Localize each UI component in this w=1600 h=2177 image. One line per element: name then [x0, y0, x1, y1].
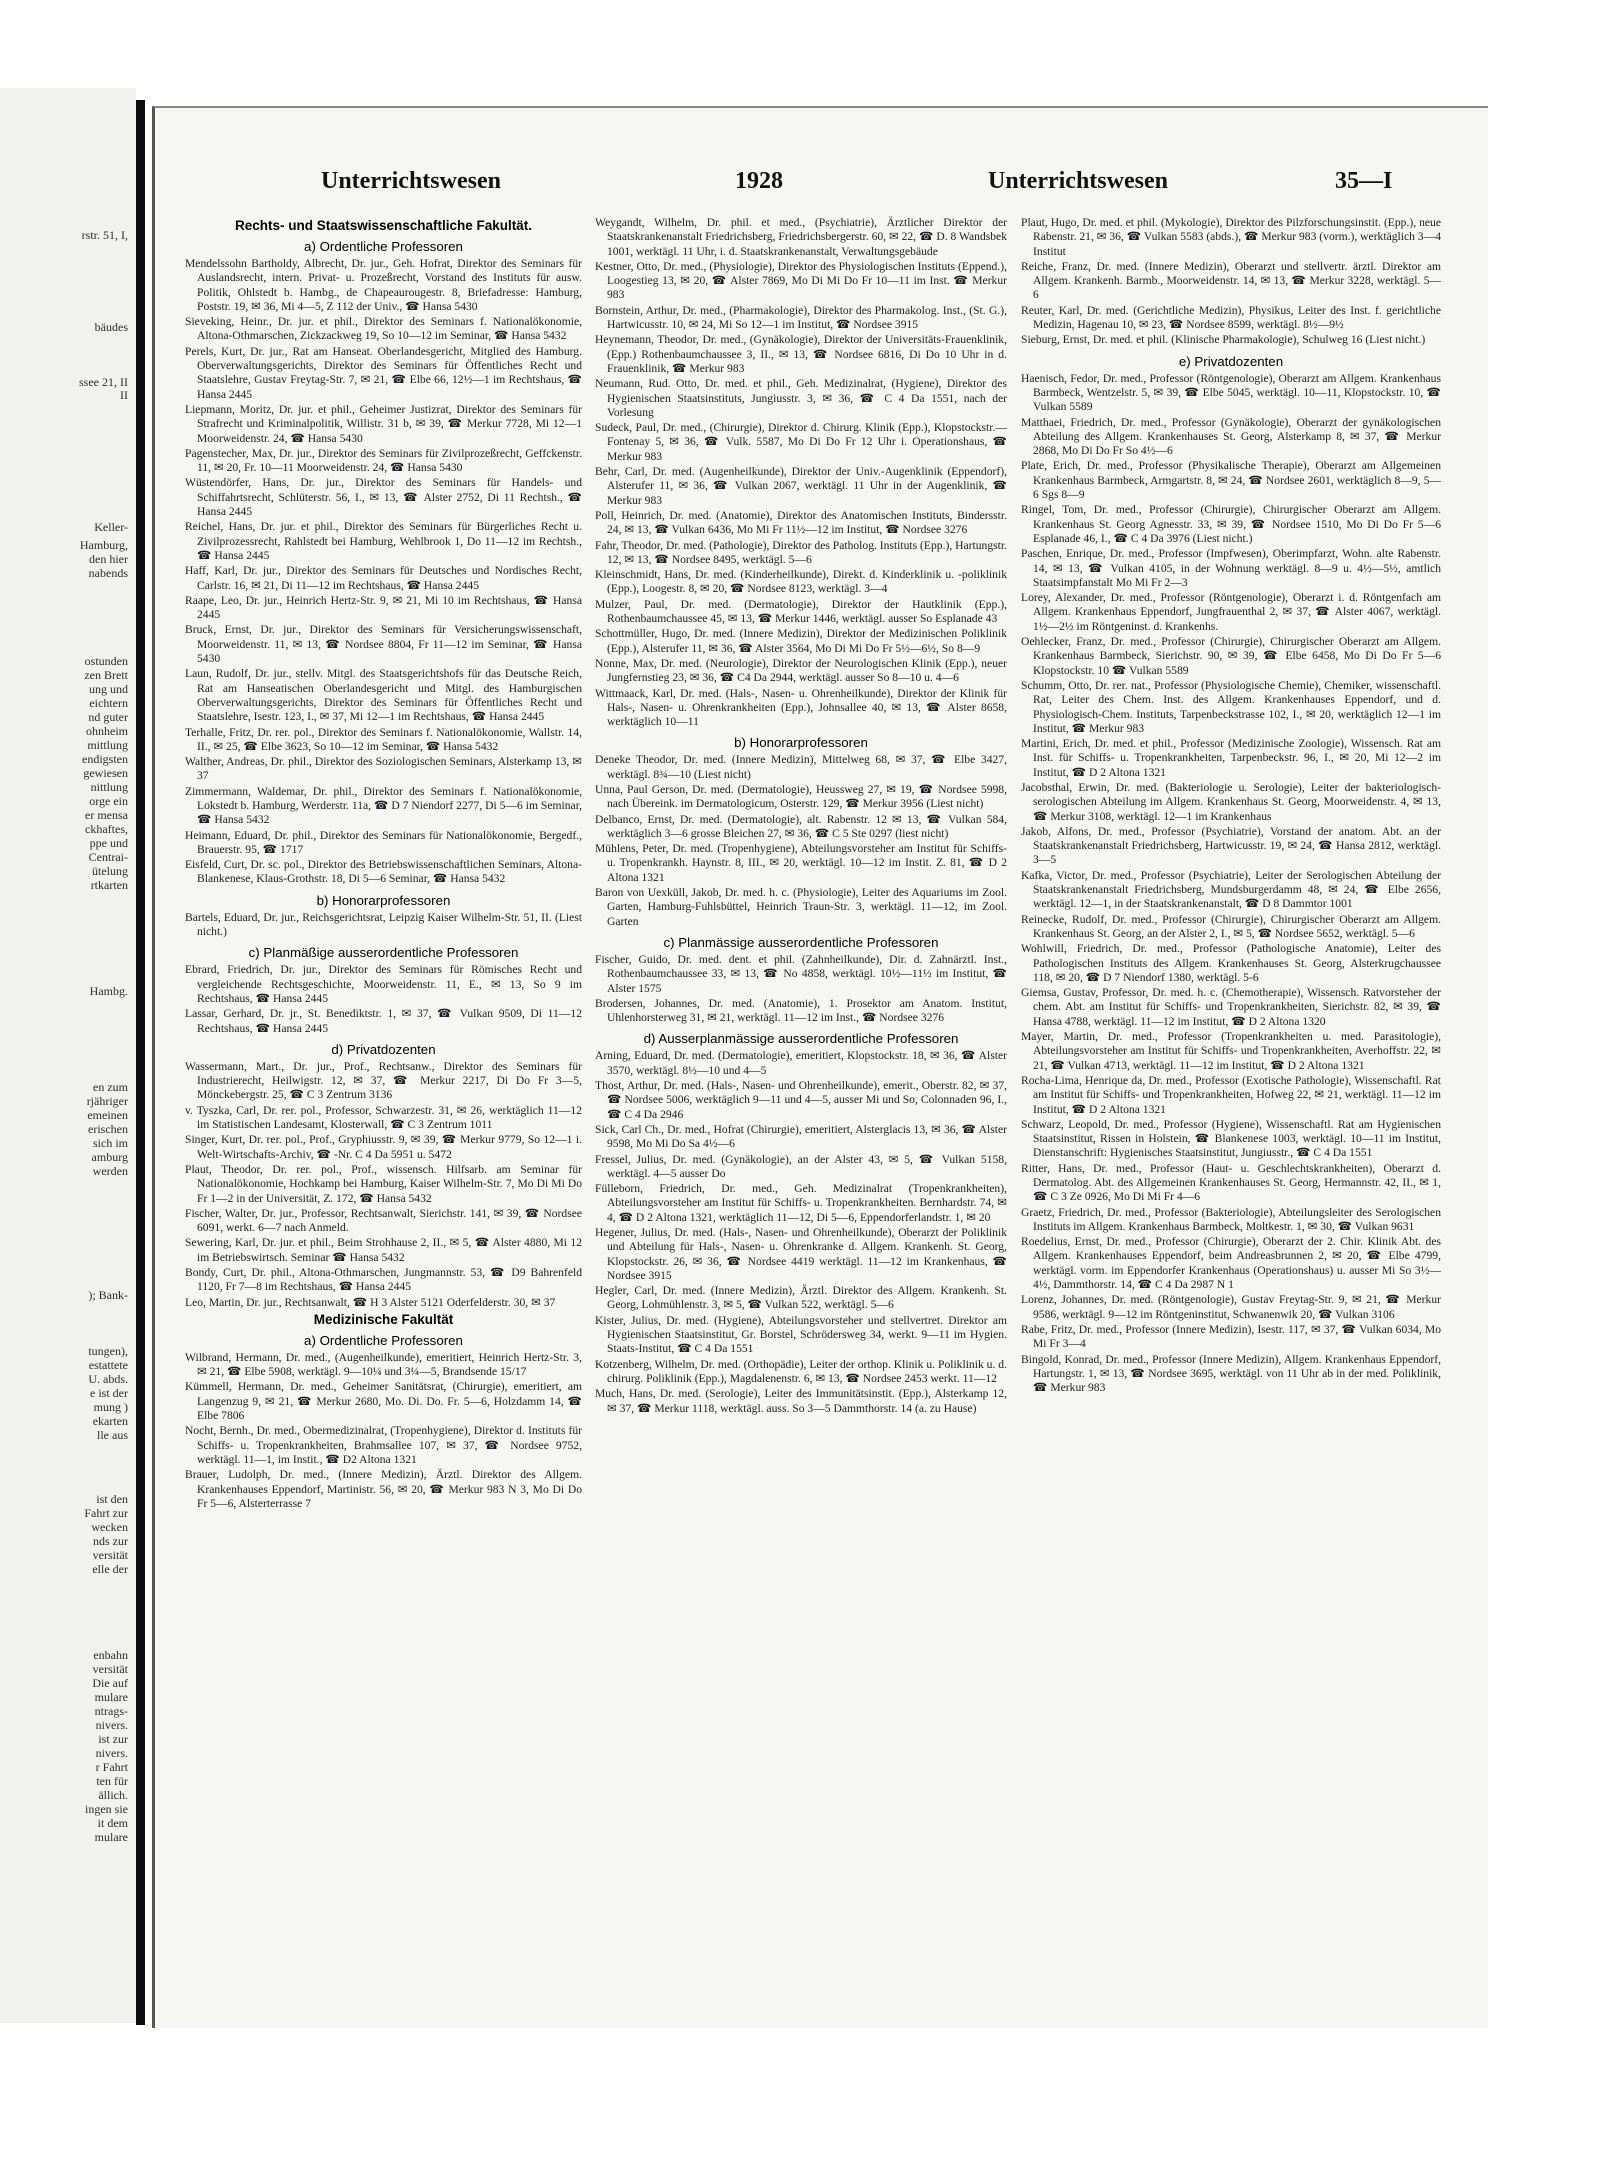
directory-entry: Sick, Carl Ch., Dr. med., Hofrat (Chirurgie), emeritiert, Alsterglacis 13, ✉ 36, ☎ Alster 9598, Mo Mi Do Sa 4½—6 — [595, 1122, 1007, 1151]
header-left-title: Unterrichtswesen — [321, 168, 501, 194]
directory-entry: Lorey, Alexander, Dr. med., Professor (Röntgenologie), Oberarzt i. d. Röntgenfach am Allgem. Krankenhaus Eppendorf, Jungfrauenthal 2, ✉ 37, ☎ Alster 4067, werktägl. 1½—2½ im Röntgeninst. d. Krankenhs. — [1021, 591, 1441, 633]
previous-page-fragment: enbahn — [93, 1648, 128, 1662]
header-year: 1928 — [735, 168, 783, 194]
previous-page-fragment: orge ein — [89, 794, 128, 808]
directory-entry: Hegener, Julius, Dr. med. (Hals-, Nasen- und Ohrenheilkunde), Oberarzt der Poliklinik und Abteilung für Hals-, Nasen- u. Ohrenkranke d. Allgem. Krankenh. St. Georg, Klopstockstr. 26, ✉ 36, ☎ Nordsee 4419 werktägl. 11—12 im Krankenhaus, ☎ Nordsee 3915 — [595, 1226, 1007, 1282]
page-header — [155, 168, 1488, 204]
column-1 — [185, 216, 582, 2001]
directory-entry: Unna, Paul Gerson, Dr. med. (Dermatologie), Heussweg 27, ✉ 19, ☎ Nordsee 5998, nach Übereink. im Dermatologicum, Osterstr. 129, ☎ Merkur 3956 (Liest nicht) — [595, 782, 1007, 811]
previous-page-fragment: nittlung — [90, 780, 128, 794]
previous-page-fragment: rjähriger — [86, 1094, 128, 1108]
directory-entry: Kestner, Otto, Dr. med., (Physiologie), Direktor des Physiologischen Instituts (Eppend.), Loogestieg 13, ✉ 20, ☎ Alster 7869, Mo Di Mi Do Fr 10—11 im Inst. ☎ Merkur 983 — [595, 259, 1007, 302]
directory-entry: Sieveking, Heinr., Dr. jur. et phil., Direktor des Seminars f. Nationalökonomie, Altona-Othmarschen, Zickzackweg 19, So 10—12 im Seminar, ☎ Hansa 5432 — [185, 315, 582, 343]
faculty-heading: Rechts- und Staatswissenschaftliche Fakultät. — [234, 218, 533, 233]
directory-entry: Mulzer, Paul, Dr. med. (Dermatologie), Direktor der Hautklinik (Epp.), Rothenbaumchaussee 45, ✉ 13, ☎ Merkur 1446, werktägl. ausser So Esplanade 43 — [595, 597, 1007, 626]
directory-entry: Hegler, Carl, Dr. med. (Innere Medizin), Ärztl. Direktor des Allgem. Krankenh. St. Georg, Lohmühlenstr. 3, ✉ 5, ☎ Vulkan 522, werktägl. 5—6 — [595, 1284, 1007, 1312]
directory-entry: Laun, Rudolf, Dr. jur., stellv. Mitgl. des Staatsgerichtshofs für das Deutsche Reich, Rat am Hanseatischen Oberlandesgericht und Mitgl. des Hamburgischen Oberverwaltungsgerichts, Direktor des Seminars für Öffentliches Recht und Staatslehre, Isestr. 123, I., ✉ 37, Mi 12—1 im Rechtshaus, ☎ Hansa 2445 — [185, 667, 582, 724]
previous-page-fragment: nivers. — [95, 1746, 128, 1760]
page-binding-edge — [136, 100, 145, 2025]
directory-entry: Terhalle, Fritz, Dr. rer. pol., Direktor des Seminars f. Nationalökonomie, Wallstr. 14, II., ✉ 25, ☎ Elbe 3623, So 10—12 im Seminar, ☎ Hansa 5432 — [185, 725, 582, 753]
directory-entry: Jacobsthal, Erwin, Dr. med. (Bakteriologie u. Serologie), Leiter der bakteriologisch-serologischen Abteilung im Allgem. Krankenhaus St. Georg, Moorweidenstr. 4, ✉ 13, ☎ Merkur 3108, werktägl. 12—1 im Krankenhaus — [1021, 780, 1441, 823]
previous-page-fragment: zen Brett — [84, 668, 128, 682]
directory-entry: Kleinschmidt, Hans, Dr. med. (Kinderheilkunde), Direkt. d. Kinderklinik u. -poliklinik (Epp.), Loogestr. 8, ✉ 20, ☎ Nordsee 8123, werktägl. 3—4 — [595, 568, 1007, 596]
directory-entry: Pagenstecher, Max, Dr. jur., Direktor des Seminars für Zivilprozeßrecht, Geffckenstr. 11, ✉ 20, Fr. 10—11 Moorweidenstr. 24, ☎ Hansa 5430 — [185, 446, 582, 475]
previous-page-fragment: ten für — [96, 1774, 128, 1788]
section-heading: e) Privatdozenten — [1178, 353, 1284, 369]
previous-page-fragment: bäudes — [94, 320, 128, 334]
directory-entry: Haff, Karl, Dr. jur., Direktor des Seminars für Deutsches und Nordisches Recht, Carlstr. 16, ✉ 21, Di 11—12 im Rechtshaus, ☎ Hansa 2445 — [185, 564, 582, 592]
previous-page-fragment: II — [120, 388, 128, 402]
previous-page-fragment: endigsten — [82, 752, 128, 766]
previous-page-fragment: Die auf — [92, 1676, 128, 1690]
directory-entry: Rocha-Lima, Henrique da, Dr. med., Professor (Exotische Pathologie), Wissenschaftl. Rat am Institut für Schiffs- und Tropenkrankheiten, Hofweg 22, ✉ 21, werktägl. 11—12 im Institut, ☎ D 2 Altona 1321 — [1021, 1073, 1441, 1116]
directory-entry: Wilbrand, Hermann, Dr. med., (Augenheilkunde), emeritiert, Heinrich Hertz-Str. 3, ✉ 21, ☎ Elbe 5908, werktägl. 9—10¼ und 3¼—5, Brandsende 15/17 — [185, 1350, 582, 1379]
directory-entry: Reiche, Franz, Dr. med. (Innere Medizin), Oberarzt und stellvertr. ärztl. Direktor am Allgem. Krankenh. Barmb., Moorweidenstr. 14, ✉ 13, ☎ Merkur 3228, werktägl. 5—6 — [1021, 259, 1441, 302]
directory-entry: Lorenz, Johannes, Dr. med. (Röntgenologie), Gustav Freytag-Str. 9, ✉ 21, ☎ Merkur 9586, werktägl. 9—12 im Röntgeninstitut, Schwanenwik 20, ☎ Vulkan 3106 — [1021, 1293, 1441, 1321]
previous-page-fragment: r Fahrt — [95, 1760, 128, 1774]
directory-entry: Bondy, Curt, Dr. phil., Altona-Othmarschen, Jungmannstr. 53, ☎ D9 Bahrenfeld 1120, Fr 7—8 im Rechtshaus, ☎ Hansa 2445 — [185, 1266, 582, 1294]
previous-page-fragment: ohnheim — [86, 724, 128, 738]
directory-entry: Fischer, Walter, Dr. jur., Professor, Rechtsanwalt, Sierichstr. 141, ✉ 39, ☎ Nordsee 6091, werkt. 6—7 nach Anmeld. — [185, 1206, 582, 1235]
directory-entry: Deneke Theodor, Dr. med. (Innere Medizin), Mittelweg 68, ✉ 37, ☎ Elbe 3427, werktägl. 8¾—10 (Liest nicht) — [595, 753, 1007, 781]
directory-entry: Raape, Leo, Dr. jur., Heinrich Hertz-Str. 9, ✉ 21, Mi 10 im Rechtshaus, ☎ Hansa 2445 — [185, 593, 582, 622]
previous-page-fragment: mulare — [94, 1690, 128, 1704]
directory-page — [152, 106, 1488, 2028]
previous-page-fragment: gewiesen — [83, 766, 128, 780]
directory-entry: Giemsa, Gustav, Professor, Dr. med. h. c. (Chemotherapie), Wissensch. Ratvorsteher der chem. Abt. am Institut für Schiffs- und Tropenkrankheiten, Sierichstr. 82, ✉ 39, ☎ Hansa 4788, werktägl. 11—12 im Institut, ☎ D 2 Altona 1320 — [1021, 986, 1441, 1028]
previous-page-fragment: wecken — [91, 1520, 128, 1534]
previous-page-fragment: emeinen — [87, 1108, 128, 1122]
directory-entry: Ebrard, Friedrich, Dr. jur., Direktor des Seminars für Römisches Recht und vergleichende Rechtsgeschichte, Moorweidenstr. 11, E., ✉ 13, So 9 im Rechtshaus, ☎ Hansa 2445 — [185, 963, 582, 1005]
directory-entry: Sieburg, Ernst, Dr. med. et phil. (Klinische Pharmakologie), Schulweg 16 (Liest nicht.) — [1021, 333, 1426, 347]
directory-entry: Mayer, Martin, Dr. med., Professor (Tropenkrankheiten u. med. Parasitologie), Abteilungsvorsteher am Institut für Schiffs- und Tropenkrankheiten, Averhoffstr. 22, ✉ 21, ☎ Vulkan 4713, werktägl. 11—12 im Institut, ☎ D 2 Altona 1321 — [1021, 1030, 1441, 1072]
previous-page-fragment: amburg — [91, 1150, 128, 1164]
directory-entry: Matthaei, Friedrich, Dr. med., Professor (Gynäkologie), Oberarzt der gynäkologischen Abteilung des Allgem. Krankenhauses St. Georg, Alsterkamp 8, ✉ 37, ☎ Merkur 2868, Mo Di Do Fr So 4½—6 — [1021, 415, 1441, 458]
previous-page-fragment: mung ) — [93, 1400, 128, 1414]
directory-entry: Mühlens, Peter, Dr. med. (Tropenhygiene), Abteilungsvorsteher am Institut für Schiffs- u. Tropenkrankh. Haynstr. 8, III., ✉ 20, werktägl. 10—12 im Instit. Z. 81, ☎ D 2 Altona 1321 — [595, 842, 1007, 884]
directory-entry: Lassar, Gerhard, Dr. jr., St. Benediktstr. 1, ✉ 37, ☎ Vulkan 9509, Di 11—12 Rechtshaus, ☎ Hansa 2445 — [185, 1007, 582, 1035]
directory-entry: Zimmermann, Waldemar, Dr. phil., Direktor des Seminars f. Nationalökonomie, Lokstedt b. Hamburg, Werderstr. 11a, ☎ D 7 Niendorf 2277, Di 5—6 im Seminar, ☎ Hansa 5432 — [185, 784, 582, 827]
directory-entry: Ringel, Tom, Dr. med., Professor (Chirurgie), Chirurgischer Oberarzt am Allgem. Krankenhaus St. Georg Agnesstr. 33, ✉ 39, ☎ Nordsee 1510, Mo Di Do Fr 5—6 Esplanade 46, I., ☎ C 4 Da 3976 (Liest nicht.) — [1021, 503, 1441, 545]
directory-entry: Walther, Andreas, Dr. phil., Direktor des Soziologischen Seminars, Alsterkamp 13, ✉ 37 — [185, 755, 582, 783]
directory-entry: Baron von Uexküll, Jakob, Dr. med. h. c. (Physiologie), Leiter des Aquariums im Zool. Garten, Hamburg-Fuhlsbüttel, Heinrich Traun-Str. 3, werktägl. 11—12, im Zool. Garten — [595, 886, 1007, 928]
previous-page-fragment: ist den — [96, 1492, 128, 1506]
section-heading: d) Privatdozenten — [331, 1041, 436, 1057]
section-heading: c) Planmäßige ausserordentliche Professoren — [248, 945, 519, 961]
faculty-heading: Medizinische Fakultät — [313, 1311, 454, 1327]
directory-entry: Kafka, Victor, Dr. med., Professor (Psychiatrie), Leiter der Serologischen Abteilung der Staatskrankenanstalt Friedrichsberg, Mundsburgerdamm 48, ✉ 24, ☎ Elbe 2656, werktägl. 12—1, in der Staatskrankenanstalt, ☎ D 8 Dammtor 1001 — [1021, 868, 1441, 911]
directory-entry: Brauer, Ludolph, Dr. med., (Innere Medizin), Ärztl. Direktor des Allgem. Krankenhauses Eppendorf, Martinistr. 56, ✉ 20, ☎ Merkur 983 N 3, Mo Di Do Fr 5—6, Alsterterrasse 7 — [185, 1468, 582, 1510]
directory-entry: Mendelssohn Bartholdy, Albrecht, Dr. jur., Geh. Hofrat, Direktor des Seminars für Auslandsrecht, intern. Privat- u. Prozeßrecht, Vorstand des Instituts für ausw. Politik, Ohlstedt b. Hambg., de Chapeaurougestr. 8, Briefadresse: Hamburg, Poststr. 19, ✉ 36, Mi 4—5, Z 112 der Univ., ☎ Hansa 5430 — [185, 257, 582, 313]
previous-page-fragment: werden — [92, 1164, 128, 1178]
directory-entry: Plaut, Theodor, Dr. rer. pol., Prof., wissensch. Hilfsarb. am Seminar für Nationalökonomie, Hochkamp bei Hamburg, Kaiser Wilhelm-Str. 7, Mo Di Mi Do Fr 1—2 in der Universität, Z. 172, ☎ Hansa 5432 — [185, 1162, 582, 1205]
previous-page-fragment: elle der — [92, 1562, 128, 1576]
directory-entry: Sudeck, Paul, Dr. med., (Chirurgie), Direktor d. Chirurg. Klinik (Epp.), Klopstockstr.—Fontenay 5, ✉ 36, ☎ Vulk. 5587, Mo Di Do Fr 12 Uhr i. Operationshaus, ☎ Merkur 983 — [595, 421, 1007, 463]
directory-entry: Reichel, Hans, Dr. jur. et phil., Direktor des Seminars für Bürgerliches Recht u. Zivilprozessrecht, Rahlstedt bei Hamburg, Wehlbrook 1, Do 11—12 im Rechtsh., ☎ Hansa 2445 — [185, 520, 582, 562]
directory-entry: Haenisch, Fedor, Dr. med., Professor (Röntgenologie), Oberarzt am Allgem. Krankenhaus Barmbeck, Wentzelstr. 5, ✉ 39, ☎ Elbe 5045, werktägl. 10—11, Klopstockstr. 10, ☎ Vulkan 5589 — [1021, 371, 1441, 414]
directory-entry: Arning, Eduard, Dr. med. (Dermatologie), emeritiert, Klopstockstr. 18, ✉ 36, ☎ Alster 3570, werktägl. 8½—10 und 4—5 — [595, 1049, 1007, 1077]
directory-entry: Weygandt, Wilhelm, Dr. phil. et med., (Psychiatrie), Ärztlicher Direktor der Staatskrankenanstalt Friedrichsberg, Friedrichsbergerstr. 60, ✉ 22, ☎ D. 8 Wandsbek 1001, werktägl. 11 Uhr, i. d. Staatskrankenanstalt, Verwaltungsgebäude — [595, 216, 1007, 258]
directory-entry: Liepmann, Moritz, Dr. jur. et phil., Geheimer Justizrat, Direktor des Seminars für Strafrecht und Kriminalpolitik, Willistr. 31 b, ✉ 39, ☎ Merkur 7728, Mi 12—1 Moorweidenstr. 24, ☎ Hansa 5430 — [185, 402, 582, 445]
directory-entry: Fischer, Guido, Dr. med. dent. et phil. (Zahnheilkunde), Dir. d. Zahnärztl. Inst., Rothenbaumchaussee 33, ✉ 13, ☎ No 4858, werktägl. 10½—11½ im Institut, ☎ Alster 1575 — [595, 952, 1007, 995]
previous-page-fragment: ppe und — [89, 836, 128, 850]
previous-page-fragment: en zum — [93, 1080, 128, 1094]
previous-page-fragment: versität — [92, 1662, 128, 1676]
directory-entry: Bingold, Konrad, Dr. med., Professor (Innere Medizin), Allgem. Krankenhaus Eppendorf, Hartungstr. 1, ✉ 13, ☎ Nordsee 3695, werktägl. von 11 Uhr ab in der med. Poliklinik, ☎ Merkur 983 — [1021, 1352, 1441, 1395]
previous-page-fragment: ütelung — [92, 864, 128, 878]
directory-entry: Ritter, Hans, Dr. med., Professor (Haut- u. Geschlechtskrankheiten), Oberarzt d. Dermatolog. Abt. des Allgemeinen Krankenhauses St. Georg, Hermannstr. 42, II., ✉ 1, ☎ C 3 Ze 0926, Mo Di Mi Fr 4—6 — [1021, 1161, 1441, 1204]
directory-entry: Roedelius, Ernst, Dr. med., Professor (Chirurgie), Oberarzt der 2. Chir. Klinik Abt. des Allgem. Krankenhauses Eppendorf, beim Andreasbrunnen 2, ✉ 20, ☎ Elbe 4799, werktägl. vorm. im Eppendorfer Krankenhaus (Operationshaus) u. ausser Mi So 3½—4½, Dammthorstr. 14, ☎ C 4 Da 2987 N 1 — [1021, 1235, 1441, 1292]
previous-page-fragment: sich im — [93, 1136, 128, 1150]
directory-entry: Neumann, Rud. Otto, Dr. med. et phil., Geh. Medizinalrat, (Hygiene), Direktor des Hygienischen Staatsinstituts, Jungiusstr. 3, ✉ 36, ☎ C 4 Da 1551, nach der Vorlesung — [595, 377, 1007, 419]
directory-entry: Kümmell, Hermann, Dr. med., Geheimer Sanitätsrat, (Chirurgie), emeritiert, am Langenzug 9, ✉ 21, ☎ Merkur 2680, Mo. Di. Do. Fr. 5—6, Holzdamm 14, ☎ Elbe 7806 — [185, 1380, 582, 1423]
column-2 — [595, 216, 1007, 2001]
directory-entry: Leo, Martin, Dr. jur., Rechtsanwalt, ☎ H 3 Alster 5121 Oderfelderstr. 30, ✉ 37 — [185, 1295, 556, 1309]
directory-entry: Graetz, Friedrich, Dr. med., Professor (Bakteriologie), Abteilungsleiter des Serologischen Instituts im Allgem. Krankenhaus Barmbeck, Moltkestr. 1, ✉ 30, ☎ Vulkan 9631 — [1021, 1205, 1441, 1233]
directory-entry: Bartels, Eduard, Dr. jur., Reichsgerichtsrat, Leipzig Kaiser Wilhelm-Str. 51, II. (Liest nicht.) — [185, 910, 582, 939]
directory-entry: Singer, Kurt, Dr. rer. pol., Prof., Gryphiusstr. 9, ✉ 39, ☎ Merkur 9779, So 12—1 i. Welt-Wirtschafts-Archiv, ☎ -Nr. C 4 Da 5951 u. 5472 — [185, 1133, 582, 1161]
directory-entry: Wassermann, Mart., Dr. jur., Prof., Rechtsanw., Direktor des Seminars für Industrierecht, Heilwigstr. 12, ✉ 37, ☎ Merkur 2217, Di Do Fr 3—5, Mönckebergstr. 25, ☎ C 3 Zentrum 3136 — [185, 1059, 582, 1102]
previous-page-fragment: tungen), — [88, 1344, 128, 1358]
previous-page-fragment: Keller- — [94, 520, 128, 534]
previous-page-fragment: nabends — [88, 566, 128, 580]
directory-entry: Rabe, Fritz, Dr. med., Professor (Innere Medizin), Isestr. 117, ✉ 37, ☎ Vulkan 6034, Mo Mi Fr 3—4 — [1021, 1322, 1441, 1351]
previous-page-fragment: ekarten — [92, 1414, 128, 1428]
directory-entry: Bornstein, Arthur, Dr. med., (Pharmakologie), Direktor des Pharmakolog. Inst., (St. G.), Hartwicusstr. 10, ✉ 24, Mi So 12—1 im Institut, ☎ Nordsee 3915 — [595, 303, 1007, 332]
section-heading: a) Ordentliche Professoren — [304, 1332, 463, 1348]
section-heading: b) Honorarprofessoren — [734, 735, 868, 751]
previous-page-fragment: den hier — [89, 552, 128, 566]
previous-page-fragment: Hambg. — [89, 984, 128, 998]
section-heading: d) Ausserplanmässige ausserordentliche Professoren — [643, 1031, 959, 1047]
previous-page-fragment: ntrags- — [94, 1704, 128, 1718]
previous-page-fragment: ckhaftes, — [85, 822, 128, 836]
previous-page-fragment: Fahrt zur — [84, 1506, 128, 1520]
previous-page-fragment: nds zur — [93, 1534, 128, 1548]
previous-page-fragment: nd guter — [88, 710, 128, 724]
directory-entry: Paschen, Enrique, Dr. med., Professor (Impfwesen), Oberimpfarzt, Wohn. alte Rabenstr. 14, ✉ 13, ☎ Vulkan 4105, in der Wohnung werktägl. 8—9 u. 4½—5½, amtlich Staatsimpfanstalt Mo Mi Fr 2—3 — [1021, 547, 1441, 589]
section-heading: c) Planmässige ausserordentliche Professoren — [663, 934, 939, 950]
previous-page-fragment: mittlung — [87, 738, 128, 752]
previous-page-fragment: it dem — [97, 1816, 128, 1830]
previous-page-fragment: e ist der — [90, 1386, 128, 1400]
directory-entry: Poll, Heinrich, Dr. med. (Anatomie), Direktor des Anatomischen Instituts, Bindersstr. 24, ✉ 13, ☎ Vulkan 6436, Mo Mi Fr 11½—12 im Institut, ☎ Nordsee 3276 — [595, 508, 1007, 537]
column-3 — [1021, 216, 1441, 2001]
section-heading: a) Ordentliche Professoren — [304, 239, 463, 254]
directory-entry: v. Tyszka, Carl, Dr. rer. pol., Professor, Schwarzestr. 31, ✉ 26, werktäglich 11—12 im Statistischen Landesamt, Klosterwall, ☎ C 3 Zentrum 1011 — [185, 1103, 582, 1132]
directory-entry: Perels, Kurt, Dr. jur., Rat am Hanseat. Oberlandesgericht, Mitglied des Hamburg. Oberverwaltungsgerichts, Direktor des Seminars für Öffentliches Recht und Staatslehre, Gustav Freytag-Str. 7, ✉ 21, ☎ Elbe 66, 12½—1 im Rechtshaus, ☎ Hansa 2445 — [185, 344, 582, 401]
previous-page-fragment: versität — [92, 1548, 128, 1562]
page-number: 35—I — [1335, 168, 1393, 194]
previous-page-fragment: estattete — [88, 1358, 128, 1372]
previous-page-fragment: er mensa — [85, 808, 128, 822]
previous-page-fragment: ingen sie — [85, 1802, 128, 1816]
directory-entry: Plaut, Hugo, Dr. med. et phil. (Mykologie), Direktor des Pilzforschungsinstit. (Epp.), neue Rabenstr. 21, ✉ 36, ☎ Vulkan 5583 (abds.), ☎ Merkur 983 (vorm.), werktäglich 3—4 Institut — [1021, 216, 1441, 258]
directory-entry: Plate, Erich, Dr. med., Professor (Physikalische Therapie), Oberarzt am Allgemeinen Krankenhaus Barmbeck, Armgartstr. 8, ✉ 24, ☎ Nordsee 2601, werktäglich 8—9, 5—6 Sgs 8—9 — [1021, 459, 1441, 502]
directory-entry: Fülleborn, Friedrich, Dr. med., Geh. Medizinalrat (Tropenkrankheiten), Abteilungsvorsteher am Institut für Schiffs- u. Tropenkrankheiten. Bernhardstr. 74, ✉ 4, ☎ D 2 Altona 1321, werktäglich 11—12, Di 5—6, Eppendorferlandstr. 1, ✉ 20 — [595, 1182, 1007, 1224]
directory-entry: Schumm, Otto, Dr. rer. nat., Professor (Physiologische Chemie), Chemiker, wissenschaftl. Rat, Leiter des Chem. Inst. des Allgem. Krankenhauses Eppendorf, und d. Physiologisch-Chem. Instituts, Tarpenbeckstrasse 102, I., ✉ 20, werktäglich 12—1 im Institut, ☎ Merkur 983 — [1021, 678, 1441, 735]
directory-entry: Schwarz, Leopold, Dr. med., Professor (Hygiene), Wissenschaftl. Rat am Hygienischen Staatsinstitut, Rissen in Holstein, ☎ Blankenese 1003, werktägl. 10—11 im Institut, Dienstanschrift: Hygienisches Staatsinstitut, Jungiusstr., ☎ C 4 Da 1551 — [1021, 1117, 1441, 1160]
directory-entry: Jakob, Alfons, Dr. med., Professor (Psychiatrie), Vorstand der anatom. Abt. an der Staatskrankenanstalt Friedrichsberg, Hartwicusstr. 19, ✉ 24, ☎ Hansa 2812, werktägl. 3—5 — [1021, 824, 1441, 867]
directory-entry: Oehlecker, Franz, Dr. med., Professor (Chirurgie), Chirurgischer Oberarzt am Allgem. Krankenhaus Barmbeck, Sierichstr. 90, ✉ 39, ☎ Elbe 6458, Mo Di Do Fr 5—6 Klopstockstr. 10 ☎ Vulkan 5589 — [1021, 635, 1441, 677]
previous-page-fragment: ällich. — [98, 1788, 128, 1802]
previous-page-fragment: Hamburg, — [79, 538, 128, 552]
previous-page-strip — [0, 88, 136, 2023]
directory-entry: Martini, Erich, Dr. med. et phil., Professor (Medizinische Zoologie), Wissensch. Rat am Inst. für Schiffs- u. Tropenkrankheiten, Tarpenbeckstr. 96, I., ✉ 20, Mi 12—2 im Institut, ☎ D 2 Altona 1321 — [1021, 737, 1441, 779]
directory-entry: Reuter, Karl, Dr. med. (Gerichtliche Medizin), Physikus, Leiter des Inst. f. gerichtliche Medizin, Hagenau 10, ✉ 23, ☎ Nordsee 8599, werktägl. 8½—9½ — [1021, 303, 1441, 332]
header-right-title: Unterrichtswesen — [988, 168, 1168, 194]
previous-page-fragment: nivers. — [95, 1718, 128, 1732]
directory-entry: Schottmüller, Hugo, Dr. med. (Innere Medizin), Direktor der Medizinischen Poliklinik (Epp.), Alsterufer 11, ✉ 36, ☎ Alster 3564, Mo Di Mi Do Fr 5½—6½, So 8—9 — [595, 627, 1007, 655]
directory-entry: Fressel, Julius, Dr. med. (Gynäkologie), an der Alster 43, ✉ 5, ☎ Vulkan 5158, werktägl. 4—5 ausser Do — [595, 1152, 1007, 1180]
previous-page-fragment: mulare — [94, 1830, 128, 1844]
directory-entry: Delbanco, Ernst, Dr. med. (Dermatologie), alt. Rabenstr. 12 ✉ 13, ☎ Vulkan 584, werktäglich 3—6 grosse Bleichen 27, ✉ 36, ☎ C 5 Ste 0297 (liest nicht) — [595, 812, 1007, 840]
previous-page-fragment: ist zur — [98, 1732, 128, 1746]
directory-entry: Kotzenberg, Wilhelm, Dr. med. (Orthopädie), Leiter der orthop. Klinik u. Poliklinik u. d. chirurg. Poliklinik (Epp.), Magdalenenstr. 6, ✉ 13, ☎ Nordsee 2453 werkt. 11—12 — [595, 1357, 1007, 1385]
directory-entry: Heynemann, Theodor, Dr. med., (Gynäkologie), Direktor der Universitäts-Frauenklinik, (Epp.) Rothenbaumchaussee 3, II., ✉ 13, ☎ Nordsee 6816, Di Do 10 Uhr in d. Frauenklinik, ☎ Merkur 983 — [595, 333, 1007, 375]
directory-entry: Wittmaack, Karl, Dr. med. (Hals-, Nasen- u. Ohrenheilkunde), Direktor der Klinik für Hals-, Nasen- u. Ohrenkrankheiten (Epp.), Johnsallee 40, ✉ 13, ☎ Alster 8658, werktäglich 10—11 — [595, 686, 1007, 729]
directory-entry: Nonne, Max, Dr. med. (Neurologie), Direktor der Neurologischen Klinik (Epp.), neuer Jungfernstieg 23, ✉ 36, ☎ C4 Da 2944, werktägl. ausser So 8—10 u. 4—6 — [595, 656, 1007, 685]
previous-page-fragment: ssee 21, II — [79, 375, 128, 389]
directory-entry: Nocht, Bernh., Dr. med., Obermedizinalrat, (Tropenhygiene), Direktor d. Instituts für Schiffs- u. Tropenkrankheiten, Brahmsallee 107, ✉ 37, ☎ Nordsee 9752, werktägl. 11—1, im Instit., ☎ D2 Altona 1321 — [185, 1424, 582, 1466]
directory-entry: Thost, Arthur, Dr. med. (Hals-, Nasen- und Ohrenheilkunde), emerit., Oberstr. 82, ✉ 37, ☎ Nordsee 5006, werktäglich 9—11 und 4—5, ausser Mi und So, Colonnaden 96, I., ☎ C 4 Da 2946 — [595, 1079, 1007, 1121]
directory-entry: Fahr, Theodor, Dr. med. (Pathologie), Direktor des Patholog. Instituts (Epp.), Hartungstr. 12, ✉ 13, ☎ Nordsee 8495, werktägl. 5—6 — [595, 538, 1007, 566]
directory-entry: Much, Hans, Dr. med. (Serologie), Leiter des Immunitätsinstit. (Epp.), Alsterkamp 12, ✉ 37, ☎ Merkur 1118, werktägl. auss. So 3—5 Dammthorstr. 14 (a. zu Hause) — [595, 1387, 1007, 1415]
directory-entry: Wohlwill, Friedrich, Dr. med., Professor (Pathologische Anatomie), Leiter des Pathologischen Instituts des Allgem. Krankenhauses St. Georg, Alsterkrugchaussee 118, ✉ 20, ☎ D 7 Niendorf 1380, werktägl. 5-6 — [1021, 942, 1441, 984]
directory-entry: Eisfeld, Curt, Dr. sc. pol., Direktor des Betriebswissenschaftlichen Seminars, Altona-Blankenese, Klaus-Grothstr. 18, Di 5—6 Seminar, ☎ Hansa 5432 — [185, 858, 582, 886]
directory-entry: Reinecke, Rudolf, Dr. med., Professor (Chirurgie), Chirurgischer Oberarzt am Allgem. Krankenhaus St. Georg, an der Alster 2, I., ✉ 5, ☎ Nordsee 5652, werktägl. 5—6 — [1021, 912, 1441, 940]
previous-page-fragment: ); Bank- — [88, 1288, 128, 1302]
previous-page-fragment: ung und — [89, 682, 128, 696]
directory-entry: Behr, Carl, Dr. med. (Augenheilkunde), Direktor der Univ.-Augenklinik (Eppendorf), Alsterufer 11, ✉ 36, ☎ Vulkan 2067, werktägl. 11 Uhr in der Augenklinik, ☎ Merkur 983 — [595, 465, 1007, 507]
directory-entry: Bruck, Ernst, Dr. jur., Direktor des Seminars für Versicherungswissenschaft, Moorweidenstr. 11, ✉ 13, ☎ Nordsee 8804, Fr 11—12 im Seminar, ☎ Hansa 5430 — [185, 623, 582, 666]
directory-entry: Brodersen, Johannes, Dr. med. (Anatomie), 1. Prosektor am Anatom. Institut, Uhlenhorsterweg 31, ✉ 21, werktägl. 11—12 im Inst., ☎ Nordsee 3276 — [595, 996, 1007, 1025]
previous-page-fragment: U. abds. — [88, 1372, 128, 1386]
section-heading: b) Honorarprofessoren — [316, 892, 451, 908]
directory-entry: Kister, Julius, Dr. med. (Hygiene), Abteilungsvorsteher und stellvertret. Direktor am Hygienischen Staatsinstitut, Gr. Borstel, Schrödersweg 34, werkt. 9—11 im Hygien. Staats-Institut, ☎ C 4 Da 1551 — [595, 1313, 1007, 1356]
previous-page-fragment: rtkarten — [90, 878, 128, 892]
directory-entry: Wüstendörfer, Hans, Dr. jur., Direktor des Seminars für Handels- und Schiffahrtsrecht, Schlüterstr. 56, I., ✉ 13, ☎ Alster 2752, Di 11 Rechtsh., ☎ Hansa 2445 — [185, 476, 582, 519]
previous-page-fragment: rstr. 51, I, — [81, 228, 128, 242]
directory-entry: Heimann, Eduard, Dr. phil., Direktor des Seminars für Nationalökonomie, Bergedf., Brauerstr. 95, ☎ 1717 — [185, 828, 582, 856]
previous-page-fragment: erischen — [88, 1122, 128, 1136]
previous-page-fragment: Centrai- — [88, 850, 128, 864]
previous-page-fragment: eichtern — [89, 696, 128, 710]
previous-page-fragment: ostunden — [84, 654, 128, 668]
directory-entry: Sewering, Karl, Dr. jur. et phil., Beim Strohhause 2, II., ✉ 5, ☎ Alster 4880, Mi 12 im Betriebswirtsch. Seminar ☎ Hansa 5432 — [185, 1236, 582, 1264]
previous-page-fragment: lle aus — [97, 1428, 128, 1442]
